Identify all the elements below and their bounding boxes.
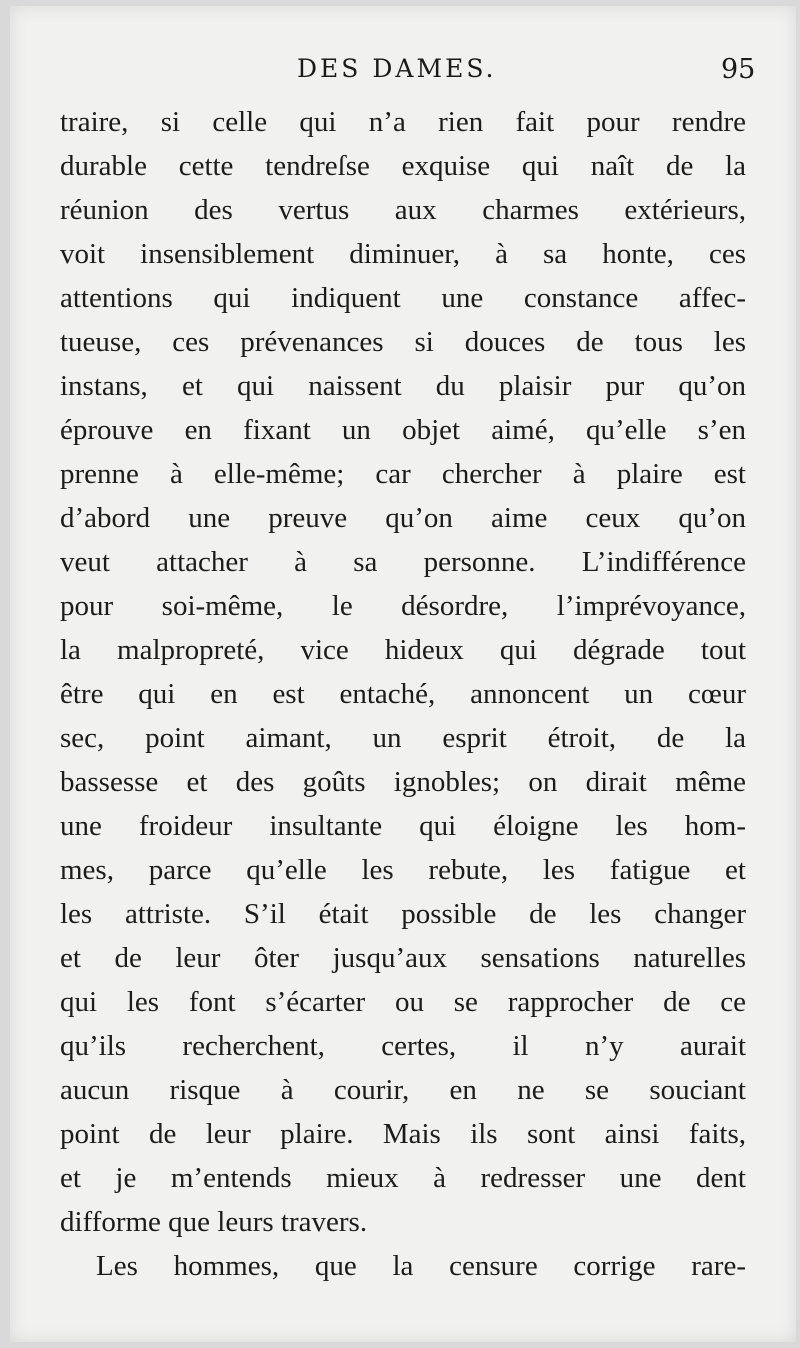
text-line: une froideur insultante qui éloigne les hom- — [60, 810, 746, 842]
book-page — [10, 6, 796, 1342]
text-line: sec, point aimant, un esprit étroit, de la — [60, 722, 746, 754]
page-number: 95 — [721, 54, 756, 85]
text-line: instans, et qui naissent du plaisir pur qu’on — [60, 370, 746, 402]
text-line: qu’ils recherchent, certes, il n’y aurait — [60, 1030, 746, 1062]
text-line: mes, parce qu’elle les rebute, les fatigue et — [60, 854, 746, 886]
text-line: point de leur plaire. Mais ils sont ainsi faits, — [60, 1118, 746, 1150]
text-line: aucun risque à courir, en ne se souciant — [60, 1074, 746, 1106]
text-line: réunion des vertus aux charmes extérieurs, — [60, 194, 746, 226]
text-line: prenne à elle-même; car chercher à plaire est — [60, 458, 746, 490]
text-line: éprouve en fixant un objet aimé, qu’elle s’en — [60, 414, 746, 446]
text-line: attentions qui indiquent une constance affec- — [60, 282, 746, 314]
text-line: traire, si celle qui n’a rien fait pour rendre — [60, 106, 746, 138]
text-line: voit insensiblement diminuer, à sa honte, ces — [60, 238, 746, 270]
paragraph-start-line: Les hommes, que la censure corrige rare- — [96, 1250, 746, 1282]
running-head: DES DAMES. — [297, 54, 497, 83]
text-line: et de leur ôter jusqu’aux sensations naturelles — [60, 942, 746, 974]
text-line: difforme que leurs travers. — [60, 1206, 368, 1238]
page-header — [10, 54, 796, 90]
text-line: durable cette tendreſse exquise qui naît de la — [60, 150, 746, 182]
text-line: bassesse et des goûts ignobles; on dirait même — [60, 766, 746, 798]
text-line: d’abord une preuve qu’on aime ceux qu’on — [60, 502, 746, 534]
text-line: tueuse, ces prévenances si douces de tous les — [60, 326, 746, 358]
text-line: qui les font s’écarter ou se rapprocher de ce — [60, 986, 746, 1018]
text-line: les attriste. S’il était possible de les changer — [60, 898, 746, 930]
text-line: la malpropreté, vice hideux qui dégrade tout — [60, 634, 746, 666]
text-line: veut attacher à sa personne. L’indifférence — [60, 546, 746, 578]
text-line: pour soi-même, le désordre, l’imprévoyance, — [60, 590, 746, 622]
text-line: et je m’entends mieux à redresser une dent — [60, 1162, 746, 1194]
text-line: être qui en est entaché, annoncent un cœur — [60, 678, 746, 710]
